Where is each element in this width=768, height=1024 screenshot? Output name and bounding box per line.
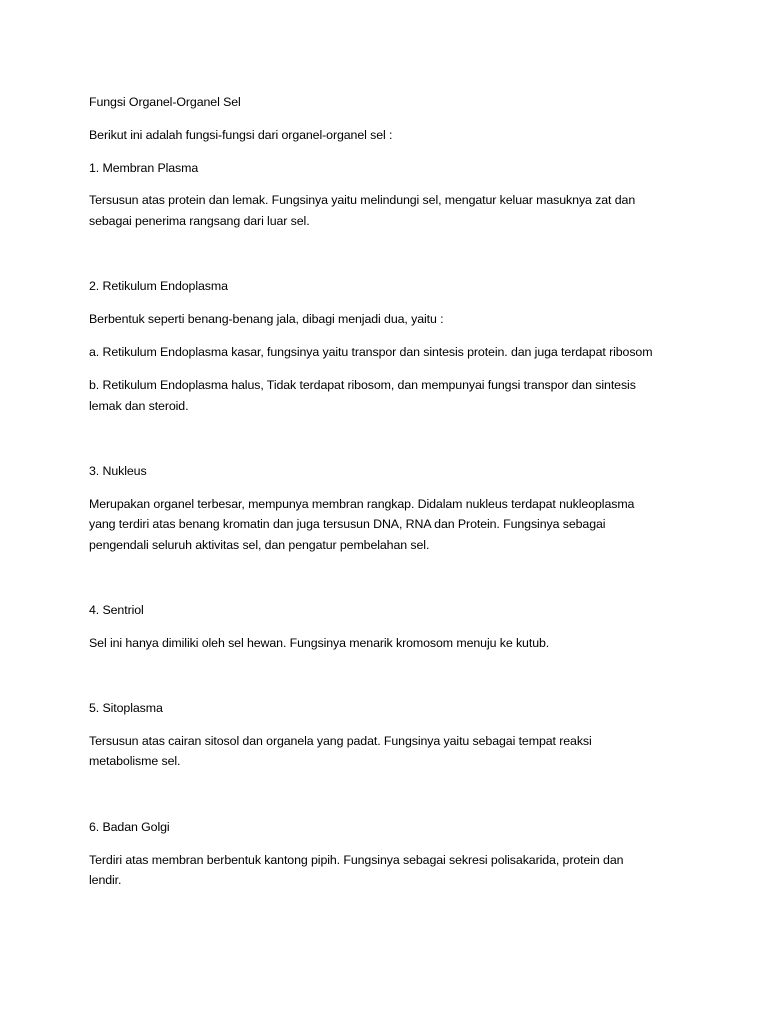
intro-text: Berikut ini adalah fungsi-fungsi dari organel-organel sel : [89, 128, 393, 142]
paragraph-line: Tersusun atas cairan sitosol dan organela yang padat. Fungsinya yaitu sebagai tempat reaksi [89, 734, 592, 748]
paragraph-line: Tersusun atas protein dan lemak. Fungsinya yaitu melindungi sel, mengatur keluar masuknya zat dan [89, 193, 636, 207]
paragraph-line: a. Retikulum Endoplasma kasar, fungsinya yaitu transpor dan sintesis protein. dan juga terdapat ribosom [89, 345, 653, 359]
paragraph-line: Merupakan organel terbesar, mempunya membran rangkap. Didalam nukleus terdapat nukleoplasma [89, 497, 635, 511]
paragraph-line: pengendali seluruh aktivitas sel, dan pengatur pembelahan sel. [89, 538, 430, 552]
section-heading-badan-golgi: 6. Badan Golgi [89, 820, 170, 834]
section-heading-membran-plasma: 1. Membran Plasma [89, 161, 199, 175]
document-title: Fungsi Organel-Organel Sel [89, 95, 241, 109]
section-heading-sentriol: 4. Sentriol [89, 603, 144, 617]
paragraph-line: b. Retikulum Endoplasma halus, Tidak terdapat ribosom, dan mempunyai fungsi transpor dan sintesis [89, 378, 636, 392]
section-heading-nukleus: 3. Nukleus [89, 464, 147, 478]
paragraph-line: lemak dan steroid. [89, 399, 189, 413]
paragraph-line: lendir. [89, 873, 122, 887]
paragraph-line: yang terdiri atas benang kromatin dan juga tersusun DNA, RNA dan Protein. Fungsinya sebagai [89, 517, 606, 531]
section-heading-retikulum-endoplasma: 2. Retikulum Endoplasma [89, 279, 228, 293]
section-heading-sitoplasma: 5. Sitoplasma [89, 701, 163, 715]
paragraph-line: Berbentuk seperti benang-benang jala, dibagi menjadi dua, yaitu : [89, 312, 444, 326]
paragraph-line: metabolisme sel. [89, 754, 181, 768]
paragraph-line: Terdiri atas membran berbentuk kantong pipih. Fungsinya sebagai sekresi polisakarida, protein dan [89, 853, 624, 867]
paragraph-line: Sel ini hanya dimiliki oleh sel hewan. Fungsinya menarik kromosom menuju ke kutub. [89, 636, 550, 650]
paragraph-line: sebagai penerima rangsang dari luar sel. [89, 214, 310, 228]
